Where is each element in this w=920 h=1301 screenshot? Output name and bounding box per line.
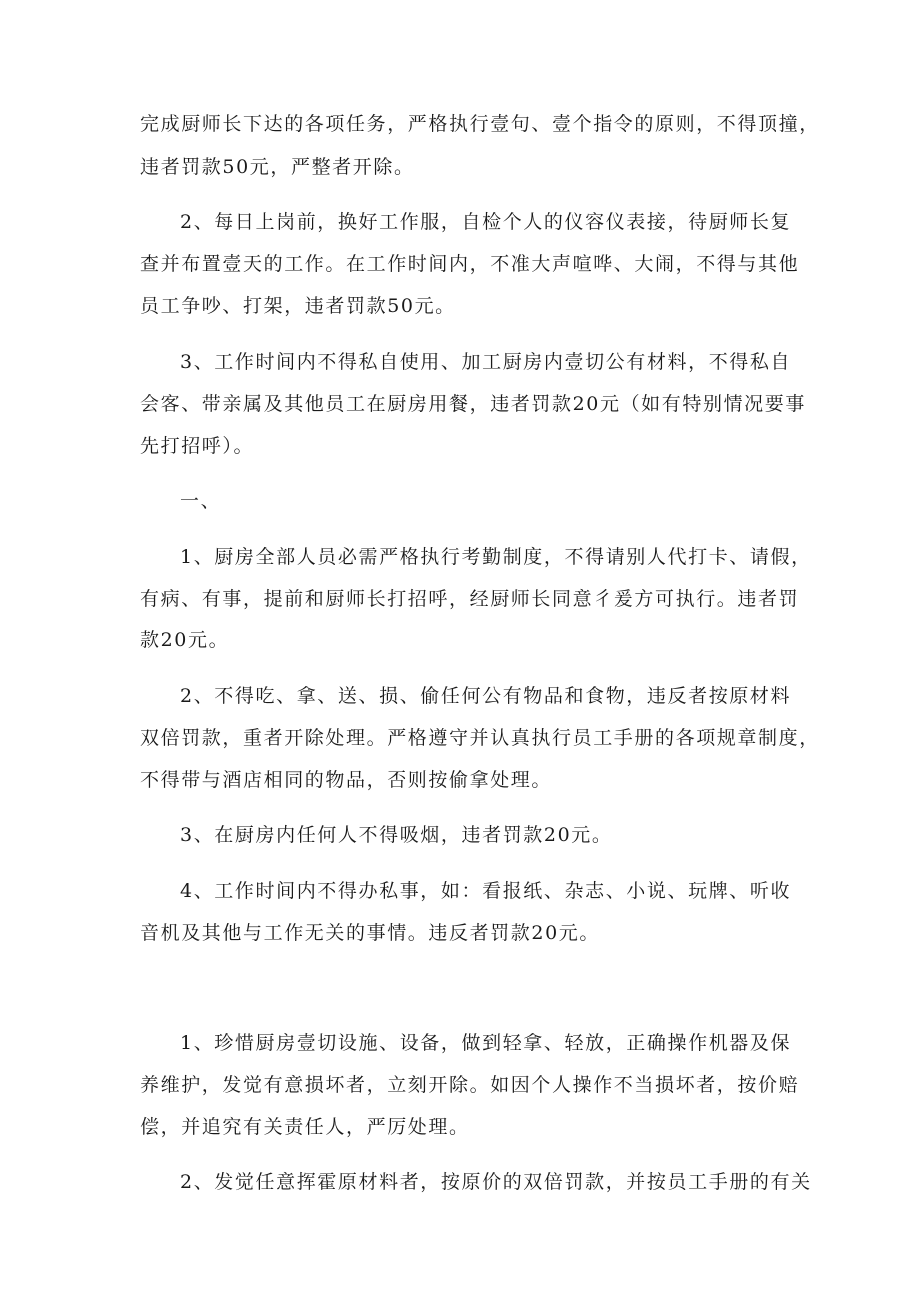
text-line: 3、在厨房内任何人不得吸烟，违者罚款20元。 bbox=[180, 824, 613, 846]
text-line: 完成厨师长下达的各项任务，严格执行壹句、壹个指令的原则，不得顶撞， bbox=[140, 113, 820, 135]
text-line: 2、不得吃、拿、送、损、偷任何公有物品和食物，违反者按原材料 bbox=[180, 685, 792, 707]
text-line: 偿，并追究有关责任人，严厉处理。 bbox=[140, 1116, 470, 1138]
text-line: 双倍罚款，重者开除处理。严格遵守并认真执行员工手册的各项规章制度， bbox=[140, 727, 820, 749]
text-line: 会客、带亲属及其他员工在厨房用餐，违者罚款20元（如有特别情况要事 bbox=[140, 393, 806, 415]
text-line: 先打招呼）。 bbox=[140, 435, 255, 457]
text-line: 1、珍惜厨房壹切设施、设备，做到轻拿、轻放，正确操作机器及保 bbox=[180, 1032, 792, 1054]
text-line: 2、发觉任意挥霍原材料者，按原价的双倍罚款，并按员工手册的有关 bbox=[180, 1171, 812, 1193]
text-line: 不得带与酒店相同的物品，否则按偷拿处理。 bbox=[140, 769, 553, 791]
text-line: 2、每日上岗前，换好工作服，自检个人的仪容仪表接，待厨师长复 bbox=[180, 211, 792, 233]
text-line: 1、厨房全部人员必需严格执行考勤制度，不得请别人代打卡、请假， bbox=[180, 546, 812, 568]
text-line: 音机及其他与工作无关的事情。违反者罚款20元。 bbox=[140, 922, 600, 944]
text-line: 员工争吵、打架，违者罚款50元。 bbox=[140, 295, 456, 317]
text-line: 有病、有事，提前和厨师长打招呼，经厨师长同意彳爰方可执行。违者罚 bbox=[140, 588, 800, 610]
text-line: 违者罚款50元，严整者开除。 bbox=[140, 156, 415, 178]
text-line: 4、工作时间内不得办私事，如：看报纸、杂志、小说、玩牌、听收 bbox=[180, 880, 792, 902]
text-line: 3、工作时间内不得私自使用、加工厨房内壹切公有材料，不得私自 bbox=[180, 351, 792, 373]
section-heading: 一、 bbox=[180, 490, 222, 512]
text-line: 养维护，发觉有意损坏者，立刻开除。如因个人操作不当损坏者，按价赔 bbox=[140, 1074, 800, 1096]
text-line: 款20元。 bbox=[140, 629, 230, 651]
text-line: 查并布置壹天的工作。在工作时间内，不准大声喧哗、大闹，不得与其他 bbox=[140, 253, 800, 275]
